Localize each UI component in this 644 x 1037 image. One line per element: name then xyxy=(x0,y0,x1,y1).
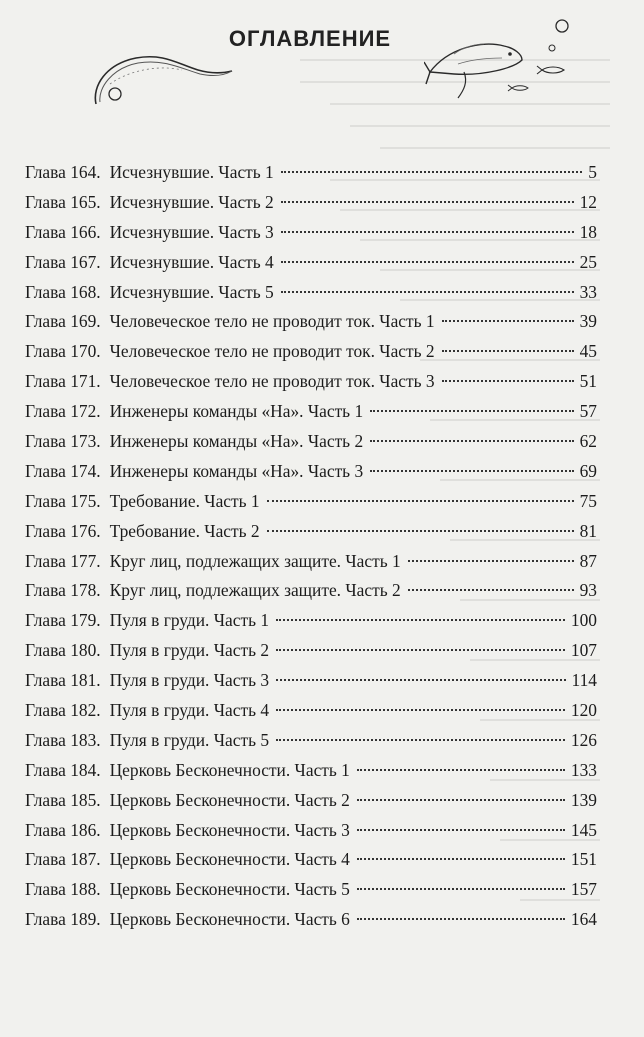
page-number: 39 xyxy=(579,311,597,332)
dot-leader xyxy=(281,261,574,263)
dot-leader xyxy=(408,589,574,591)
dot-leader xyxy=(357,888,565,890)
dot-leader xyxy=(281,231,574,233)
dot-leader xyxy=(442,320,574,322)
chapter-title: Церковь Бесконечности. Часть 3 xyxy=(109,819,350,840)
toc-entry xyxy=(25,218,597,248)
chapter-title: Пуля в груди. Часть 1 xyxy=(109,610,270,631)
chapter-title: Церковь Бесконечности. Часть 1 xyxy=(109,759,350,780)
chapter-number: Глава 189. xyxy=(25,909,101,930)
dot-leader xyxy=(267,500,574,502)
chapter-title: Инженеры команды «На». Часть 3 xyxy=(109,460,364,481)
chapter-title: Инженеры команды «На». Часть 1 xyxy=(109,401,364,422)
page-number: 107 xyxy=(570,640,597,661)
chapter-number: Глава 164. xyxy=(25,162,101,182)
dot-leader xyxy=(357,799,565,801)
chapter-number: Глава 187. xyxy=(25,849,101,870)
toc-entry xyxy=(25,457,597,487)
chapter-number: Глава 181. xyxy=(25,670,101,691)
page-number: 120 xyxy=(570,700,597,721)
dot-leader xyxy=(281,171,583,173)
dot-leader xyxy=(357,769,565,771)
toc-entry xyxy=(25,278,597,308)
page-number: 33 xyxy=(579,281,597,302)
table-of-contents xyxy=(25,158,597,935)
chapter-number: Глава 186. xyxy=(25,819,101,840)
page-number: 12 xyxy=(579,191,597,212)
toc-entry xyxy=(25,337,597,367)
toc-entry xyxy=(25,188,597,218)
toc-entry xyxy=(25,248,597,278)
dot-leader xyxy=(370,410,573,412)
toc-entry xyxy=(25,517,597,547)
chapter-title: Пуля в груди. Часть 3 xyxy=(109,670,270,691)
dot-leader xyxy=(357,918,565,920)
chapter-number: Глава 180. xyxy=(25,640,101,661)
chapter-number: Глава 188. xyxy=(25,879,101,900)
toc-entry xyxy=(25,875,597,905)
toc-entry xyxy=(25,307,597,337)
toc-entry xyxy=(25,606,597,636)
toc-entry xyxy=(25,427,597,457)
dot-leader xyxy=(276,739,565,741)
dot-leader xyxy=(357,858,565,860)
toc-entry xyxy=(25,547,597,577)
chapter-number: Глава 165. xyxy=(25,191,101,212)
chapter-title: Церковь Бесконечности. Часть 5 xyxy=(109,879,350,900)
dot-leader xyxy=(408,560,574,562)
dot-leader xyxy=(370,440,573,442)
dot-leader xyxy=(281,291,574,293)
page-number: 45 xyxy=(579,341,597,362)
chapter-number: Глава 168. xyxy=(25,281,101,302)
chapter-title: Пуля в груди. Часть 5 xyxy=(109,729,270,750)
toc-entry xyxy=(25,576,597,606)
page-number: 145 xyxy=(570,819,597,840)
chapter-title: Исчезнувшие. Часть 3 xyxy=(109,221,274,242)
page-number: 151 xyxy=(570,849,597,870)
page-number: 93 xyxy=(579,580,597,601)
page-number: 139 xyxy=(570,789,597,810)
chapter-title: Исчезнувшие. Часть 1 xyxy=(109,162,274,182)
chapter-title: Церковь Бесконечности. Часть 4 xyxy=(109,849,350,870)
chapter-number: Глава 170. xyxy=(25,341,101,362)
toc-entry xyxy=(25,666,597,696)
chapter-title: Церковь Бесконечности. Часть 6 xyxy=(109,909,350,930)
chapter-number: Глава 185. xyxy=(25,789,101,810)
dot-leader xyxy=(276,679,565,681)
chapter-number: Глава 167. xyxy=(25,251,101,272)
page-number: 75 xyxy=(579,490,597,511)
chapter-title: Человеческое тело не проводит ток. Часть 3 xyxy=(109,371,435,392)
page-number: 51 xyxy=(579,371,597,392)
chapter-number: Глава 177. xyxy=(25,550,101,571)
toc-entry xyxy=(25,786,597,816)
toc-entry xyxy=(25,845,597,875)
chapter-title: Пуля в груди. Часть 2 xyxy=(109,640,270,661)
dot-leader xyxy=(276,649,565,651)
dot-leader xyxy=(281,201,574,203)
toc-entry xyxy=(25,397,597,427)
chapter-number: Глава 182. xyxy=(25,700,101,721)
chapter-number: Глава 172. xyxy=(25,401,101,422)
page-number: 87 xyxy=(579,550,597,571)
toc-entry xyxy=(25,636,597,666)
chapter-title: Человеческое тело не проводит ток. Часть 2 xyxy=(109,341,435,362)
toc-entry xyxy=(25,367,597,397)
dot-leader xyxy=(357,829,565,831)
bubble-icon xyxy=(109,88,121,100)
chapter-number: Глава 171. xyxy=(25,371,101,392)
page-title: ОГЛАВЛЕНИЕ xyxy=(228,26,392,51)
chapter-number: Глава 175. xyxy=(25,490,101,511)
chapter-title: Пуля в груди. Часть 4 xyxy=(109,700,270,721)
dot-leader xyxy=(442,380,574,382)
dot-leader xyxy=(276,709,565,711)
page-number: 157 xyxy=(570,879,597,900)
page-number: 18 xyxy=(579,221,597,242)
page-number: 5 xyxy=(588,162,597,182)
chapter-number: Глава 184. xyxy=(25,759,101,780)
chapter-title: Церковь Бесконечности. Часть 2 xyxy=(109,789,350,810)
dot-leader xyxy=(442,350,574,352)
chapter-number: Глава 176. xyxy=(25,520,101,541)
toc-entry xyxy=(25,816,597,846)
page-number: 69 xyxy=(579,460,597,481)
chapter-title: Круг лиц, подлежащих защите. Часть 1 xyxy=(109,550,401,571)
chapter-title: Инженеры команды «На». Часть 2 xyxy=(109,431,364,452)
dot-leader xyxy=(370,470,573,472)
chapter-number: Глава 173. xyxy=(25,431,101,452)
chapter-title: Требование. Часть 1 xyxy=(109,490,260,511)
chapter-number: Глава 174. xyxy=(25,460,101,481)
toc-entry xyxy=(25,726,597,756)
page-number: 57 xyxy=(579,401,597,422)
dot-leader xyxy=(267,530,574,532)
page-number: 114 xyxy=(571,670,597,691)
page-number: 25 xyxy=(579,251,597,272)
page-number: 133 xyxy=(570,759,597,780)
toc-entry xyxy=(25,756,597,786)
chapter-number: Глава 179. xyxy=(25,610,101,631)
chapter-title: Исчезнувшие. Часть 2 xyxy=(109,191,274,212)
chapter-number: Глава 183. xyxy=(25,729,101,750)
toc-entry xyxy=(25,158,597,188)
chapter-title: Круг лиц, подлежащих защите. Часть 2 xyxy=(109,580,401,601)
eel-illustration xyxy=(86,46,236,110)
chapter-title: Исчезнувшие. Часть 5 xyxy=(109,281,274,302)
chapter-number: Глава 169. xyxy=(25,311,101,332)
chapter-number: Глава 166. xyxy=(25,221,101,242)
chapter-title: Исчезнувшие. Часть 4 xyxy=(109,251,274,272)
toc-entry xyxy=(25,905,597,935)
page-number: 100 xyxy=(570,610,597,631)
page-number: 81 xyxy=(579,520,597,541)
chapter-title: Требование. Часть 2 xyxy=(109,520,260,541)
chapter-title: Человеческое тело не проводит ток. Часть 1 xyxy=(109,311,435,332)
page-number: 164 xyxy=(570,909,597,930)
page-number: 126 xyxy=(570,729,597,750)
toc-entry xyxy=(25,487,597,517)
chapter-number: Глава 178. xyxy=(25,580,101,601)
dot-leader xyxy=(276,619,565,621)
toc-entry xyxy=(25,696,597,726)
page-number: 62 xyxy=(579,431,597,452)
